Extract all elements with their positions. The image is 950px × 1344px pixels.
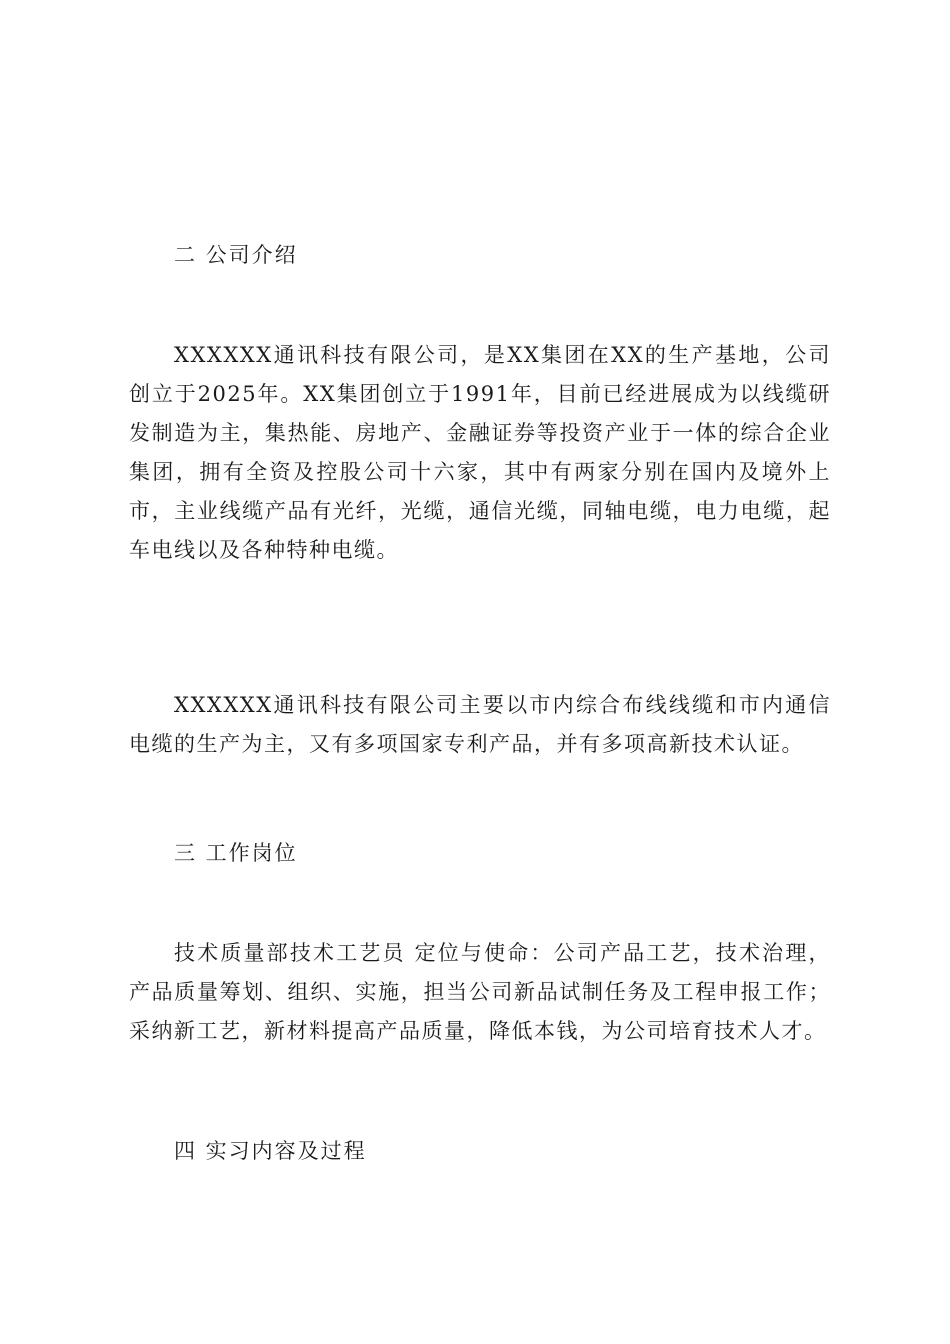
section-heading-company-intro: 二 公司介绍 [174,243,298,267]
paragraph-company-overview: XXXXXX通讯科技有限公司，是XX集团在XX的生产基地，公司创立于2025年。XX集团创立于1991年，目前已经进展成为以线缆研发制造为主，集热能、房地产、金融证券等投资产业于一体的综合企业集团，拥有全资及控股公司十六家，其中有两家分别在国内及境外上市，主业线缆产品有光纤，光缆，通信光缆，同轴电缆，电力电缆，起车电线以及各种特种电缆。 [129,343,831,562]
section-heading-job-position: 三 工作岗位 [174,841,298,865]
paragraph-job-description: 技术质量部技术工艺员 定位与使命：公司产品工艺，技术治理，产品质量筹划、组织、实施，担当公司新品试制任务及工程申报工作；采纳新工艺，新材料提高产品质量，降低本钱，为公司培育技术人才。 [129,941,831,1043]
section-heading-internship-content: 四 实习内容及过程 [174,1139,367,1163]
paragraph-company-products: XXXXXX通讯科技有限公司主要以市内综合布线线缆和市内通信电缆的生产为主，又有多项国家专利产品，并有多项高新技术认证。 [129,693,831,756]
